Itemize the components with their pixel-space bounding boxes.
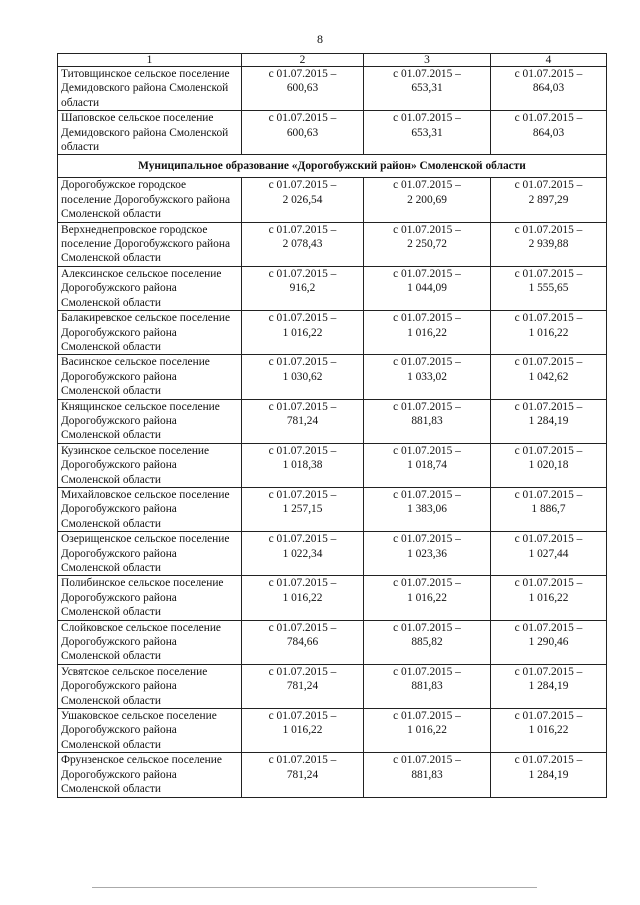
- tariff-period: с 01.07.2015 –: [514, 179, 583, 192]
- tariff-cell-col2: [242, 355, 364, 399]
- page-number: 8: [317, 32, 323, 46]
- table-row: [58, 111, 607, 155]
- table-row: [58, 266, 607, 310]
- footer-divider: [92, 887, 537, 888]
- tariff-period: с 01.07.2015 –: [514, 112, 583, 125]
- tariff-value: 1 023,36: [407, 547, 447, 560]
- tariff-value: 1 383,06: [407, 503, 447, 516]
- tariff-cell-col2: [242, 576, 364, 620]
- tariff-value: 1 016,22: [528, 326, 569, 339]
- tariff-period: с 01.07.2015 –: [393, 179, 461, 192]
- tariff-cell-col2: [242, 311, 364, 355]
- tariff-period: с 01.07.2015 –: [514, 312, 583, 325]
- settlement-name: Васинское сельское поселение Дорогобужского района Смоленской области: [58, 355, 242, 399]
- tariff-value: 1 018,38: [282, 459, 323, 472]
- tariff-value: 1 016,22: [282, 724, 323, 737]
- tariff-value: 885,82: [411, 636, 443, 649]
- tariff-cell-col3: [364, 266, 491, 310]
- tariff-cell-col3: [364, 222, 491, 266]
- tariff-cell-col4: [491, 664, 607, 708]
- settlement-name: Полибинское сельское поселение Дорогобужского района Смоленской области: [58, 576, 242, 620]
- tariff-cell-col2: [242, 443, 364, 487]
- tariff-cell-col4: [491, 111, 607, 155]
- tariff-period: с 01.07.2015 –: [393, 223, 461, 236]
- tariff-value: 2 939,88: [528, 238, 569, 251]
- table-row: [58, 399, 607, 443]
- settlement-name: Княщинское сельское поселение Дорогобужского района Смоленской области: [58, 399, 242, 443]
- tariff-value: 1 016,22: [407, 591, 447, 604]
- tariff-cell-col3: [364, 532, 491, 576]
- tariff-value: 1 016,22: [407, 326, 447, 339]
- tariff-cell-col4: [491, 753, 607, 797]
- table-row: [58, 620, 607, 664]
- tariff-period: с 01.07.2015 –: [514, 223, 583, 236]
- tariff-cell-col2: [242, 222, 364, 266]
- tariff-value: 781,24: [286, 768, 319, 781]
- tariff-period: с 01.07.2015 –: [268, 68, 337, 80]
- tariff-value: 784,66: [286, 636, 319, 649]
- settlement-name: Фрунзенское сельское поселение Дорогобужского района Смоленской области: [58, 753, 242, 797]
- tariff-period: с 01.07.2015 –: [393, 577, 461, 590]
- tariff-value: 2 026,54: [282, 193, 323, 206]
- tariff-period: с 01.07.2015 –: [393, 533, 461, 546]
- tariff-value: 1 886,7: [531, 503, 566, 516]
- table-row: [58, 487, 607, 531]
- table-row: [58, 664, 607, 708]
- tariff-value: 1 018,74: [407, 459, 447, 472]
- tariff-value: 1 020,18: [528, 459, 569, 472]
- settlement-name: Верхнеднепровское городское поселение Дорогобужского района Смоленской области: [58, 222, 242, 266]
- tariff-period: с 01.07.2015 –: [514, 356, 583, 369]
- tariff-value: 2 897,29: [528, 193, 569, 206]
- tariff-value: 881,83: [411, 768, 443, 781]
- tariff-value: 1 016,22: [282, 326, 323, 339]
- tariff-value: 1 016,22: [528, 724, 569, 737]
- tariff-period: с 01.07.2015 –: [514, 488, 583, 501]
- settlement-name: Ушаковское сельское поселение Дорогобужского района Смоленской области: [58, 709, 242, 753]
- settlement-name: Усвятское сельское поселение Дорогобужского района Смоленской области: [58, 664, 242, 708]
- tariff-value: 1 033,02: [407, 370, 447, 383]
- tariff-value: 1 290,46: [528, 636, 569, 649]
- tariff-cell-col3: [364, 709, 491, 753]
- tariff-value: 1 555,65: [528, 282, 569, 295]
- tariff-value: 1 284,19: [528, 768, 569, 781]
- tariff-table: [57, 53, 607, 798]
- tariff-value: 1 284,19: [528, 414, 569, 427]
- tariff-value: 781,24: [286, 414, 319, 427]
- tariff-cell-col4: [491, 266, 607, 310]
- tariff-value: 2 250,72: [407, 238, 447, 251]
- table-row: [58, 311, 607, 355]
- tariff-period: с 01.07.2015 –: [514, 710, 583, 723]
- settlement-name: Кузинское сельское поселение Дорогобужского района Смоленской области: [58, 443, 242, 487]
- tariff-cell-col3: [364, 620, 491, 664]
- tariff-cell-col4: [491, 67, 607, 111]
- table-row: [58, 709, 607, 753]
- column-header-2: 2: [242, 54, 364, 67]
- tariff-cell-col4: [491, 178, 607, 222]
- tariff-cell-col3: [364, 311, 491, 355]
- tariff-period: с 01.07.2015 –: [514, 68, 583, 80]
- settlement-name: Слойковское сельское поселение Дорогобужского района Смоленской области: [58, 620, 242, 664]
- tariff-value: 864,03: [532, 126, 565, 139]
- tariff-period: с 01.07.2015 –: [268, 533, 337, 546]
- tariff-cell-col4: [491, 399, 607, 443]
- tariff-cell-col3: [364, 664, 491, 708]
- tariff-value: 916,2: [289, 282, 316, 295]
- tariff-period: с 01.07.2015 –: [268, 223, 337, 236]
- tariff-cell-col3: [364, 753, 491, 797]
- tariff-period: с 01.07.2015 –: [268, 488, 337, 501]
- tariff-period: с 01.07.2015 –: [514, 444, 583, 457]
- tariff-cell-col2: [242, 67, 364, 111]
- tariff-cell-col2: [242, 266, 364, 310]
- column-header-3: 3: [364, 54, 491, 67]
- table-row: [58, 178, 607, 222]
- settlement-name: Шаповское сельское поселение Демидовского района Смоленской области: [58, 111, 242, 155]
- tariff-period: с 01.07.2015 –: [393, 400, 461, 413]
- tariff-period: с 01.07.2015 –: [268, 179, 337, 192]
- tariff-period: с 01.07.2015 –: [268, 577, 337, 590]
- tariff-period: с 01.07.2015 –: [514, 400, 583, 413]
- tariff-period: с 01.07.2015 –: [393, 710, 461, 723]
- tariff-period: с 01.07.2015 –: [393, 488, 461, 501]
- tariff-value: 1 027,44: [528, 547, 569, 560]
- tariff-value: 881,83: [411, 414, 443, 427]
- tariff-cell-col2: [242, 753, 364, 797]
- tariff-period: с 01.07.2015 –: [268, 356, 337, 369]
- tariff-period: с 01.07.2015 –: [393, 665, 461, 678]
- tariff-cell-col3: [364, 67, 491, 111]
- tariff-value: 1 022,34: [282, 547, 323, 560]
- tariff-period: с 01.07.2015 –: [268, 267, 337, 280]
- tariff-value: 1 257,15: [282, 503, 323, 516]
- table-row: [58, 222, 607, 266]
- tariff-value: 2 200,69: [407, 193, 447, 206]
- tariff-cell-col4: [491, 443, 607, 487]
- table-row: [58, 67, 607, 111]
- tariff-cell-col2: [242, 111, 364, 155]
- tariff-value: 1 016,22: [407, 724, 447, 737]
- tariff-value: 781,24: [286, 680, 319, 693]
- tariff-period: с 01.07.2015 –: [514, 577, 583, 590]
- tariff-period: с 01.07.2015 –: [268, 112, 337, 125]
- settlement-name: Озерищенское сельское поселение Дорогобужского района Смоленской области: [58, 532, 242, 576]
- tariff-cell-col3: [364, 576, 491, 620]
- tariff-cell-col2: [242, 532, 364, 576]
- tariff-cell-col4: [491, 311, 607, 355]
- settlement-name: Дорогобужское городское поселение Дорогобужского района Смоленской области: [58, 178, 242, 222]
- tariff-period: с 01.07.2015 –: [393, 312, 461, 325]
- section-title: Муниципальное образование «Дорогобужский район» Смоленской области: [58, 155, 607, 178]
- tariff-value: 1 016,22: [528, 591, 569, 604]
- tariff-period: с 01.07.2015 –: [268, 444, 337, 457]
- tariff-cell-col3: [364, 443, 491, 487]
- tariff-value: 1 284,19: [528, 680, 569, 693]
- tariff-period: с 01.07.2015 –: [268, 710, 337, 723]
- tariff-period: с 01.07.2015 –: [393, 754, 461, 767]
- tariff-cell-col3: [364, 399, 491, 443]
- tariff-period: с 01.07.2015 –: [514, 267, 583, 280]
- tariff-value: 1 016,22: [282, 591, 323, 604]
- tariff-period: с 01.07.2015 –: [393, 112, 461, 125]
- tariff-cell-col2: [242, 487, 364, 531]
- tariff-value: 1 030,62: [282, 370, 323, 383]
- tariff-value: 864,03: [532, 82, 565, 95]
- tariff-period: с 01.07.2015 –: [393, 68, 461, 80]
- tariff-period: с 01.07.2015 –: [268, 312, 337, 325]
- tariff-value: 600,63: [286, 126, 319, 139]
- tariff-cell-col2: [242, 620, 364, 664]
- tariff-period: с 01.07.2015 –: [393, 267, 461, 280]
- table-row: [58, 355, 607, 399]
- tariff-cell-col4: [491, 222, 607, 266]
- settlement-name: Алексинское сельское поселение Дорогобужского района Смоленской области: [58, 266, 242, 310]
- tariff-cell-col4: [491, 532, 607, 576]
- tariff-value: 881,83: [411, 680, 443, 693]
- tariff-period: с 01.07.2015 –: [268, 400, 337, 413]
- tariff-cell-col2: [242, 709, 364, 753]
- section-header-row: [58, 155, 607, 178]
- settlement-name: Балакиревское сельское поселение Дорогобужского района Смоленской области: [58, 311, 242, 355]
- tariff-cell-col2: [242, 178, 364, 222]
- tariff-period: с 01.07.2015 –: [514, 665, 583, 678]
- tariff-period: с 01.07.2015 –: [268, 665, 337, 678]
- tariff-value: 653,31: [411, 126, 443, 139]
- table-body: [58, 54, 607, 798]
- tariff-cell-col4: [491, 709, 607, 753]
- tariff-cell-col3: [364, 111, 491, 155]
- tariff-cell-col4: [491, 355, 607, 399]
- tariff-cell-col3: [364, 355, 491, 399]
- tariff-period: с 01.07.2015 –: [514, 621, 583, 634]
- column-header-1: 1: [58, 54, 242, 67]
- tariff-period: с 01.07.2015 –: [268, 754, 337, 767]
- tariff-value: 600,63: [286, 82, 319, 95]
- settlement-name: Титовщинское сельское поселение Демидовского района Смоленской области: [58, 67, 242, 111]
- tariff-cell-col3: [364, 178, 491, 222]
- tariff-period: с 01.07.2015 –: [393, 621, 461, 634]
- tariff-period: с 01.07.2015 –: [514, 754, 583, 767]
- tariff-cell-col2: [242, 664, 364, 708]
- tariff-cell-col4: [491, 487, 607, 531]
- settlement-name: Михайловское сельское поселение Дорогобужского района Смоленской области: [58, 487, 242, 531]
- table-row: [58, 532, 607, 576]
- tariff-cell-col2: [242, 399, 364, 443]
- table-header-row: [58, 54, 607, 67]
- tariff-value: 1 044,09: [407, 282, 447, 295]
- tariff-period: с 01.07.2015 –: [268, 621, 337, 634]
- tariff-period: с 01.07.2015 –: [393, 444, 461, 457]
- tariff-value: 1 042,62: [528, 370, 569, 383]
- table-row: [58, 576, 607, 620]
- tariff-cell-col3: [364, 487, 491, 531]
- table-row: [58, 753, 607, 797]
- tariff-cell-col4: [491, 576, 607, 620]
- tariff-cell-col4: [491, 620, 607, 664]
- tariff-period: с 01.07.2015 –: [514, 533, 583, 546]
- column-header-4: 4: [491, 54, 607, 67]
- tariff-value: 2 078,43: [282, 238, 323, 251]
- tariff-period: с 01.07.2015 –: [393, 356, 461, 369]
- table-row: [58, 443, 607, 487]
- tariff-value: 653,31: [411, 82, 443, 95]
